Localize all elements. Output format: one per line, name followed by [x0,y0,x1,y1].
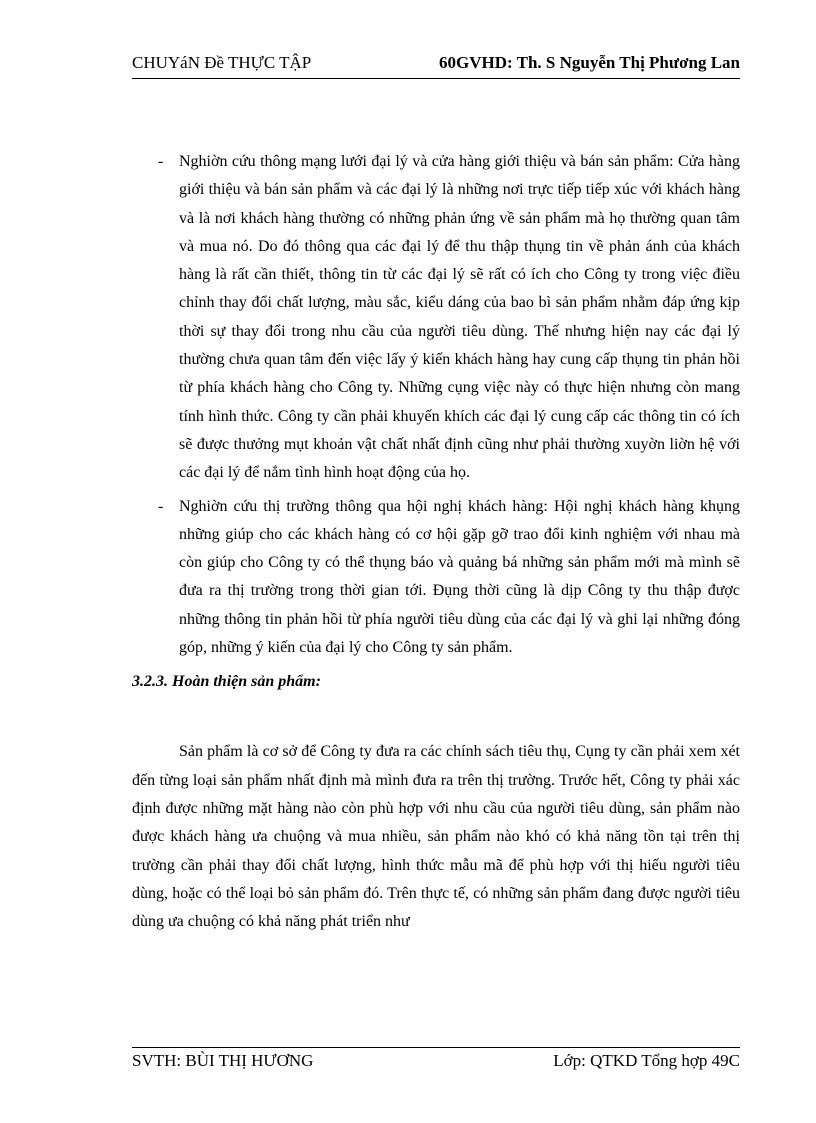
header-advisor: 60GVHD: Th. S Nguyễn Thị Phương Lan [439,53,740,72]
header-title: CHUYáN Đề THỰC TẬP [132,53,312,72]
footer-student: SVTH: BÙI THỊ HƯƠNG [132,1051,314,1070]
page-footer [132,1050,740,1076]
bullet-text: Nghiờn cứu thị trường thông qua hội nghị khách hàng: Hội nghị khách hàng khụng những giúp cho các khách hàng có cơ hội gặp gỡ trao đổi kinh nghiệm với nhau mà còn giúp cho Công ty có thể thụng báo và quảng bá những sản phẩm mới mà mình sẽ đưa ra thị trường trong thời gian tới. Đụng thời cũng là dịp Công ty thu thập được những thông tin phản hồi từ phía người tiêu dùng của các đại lý và ghi lại những đóng góp, những ý kiến của đại lý cho Công ty sản phẩm. [179,497,740,657]
page-body [132,148,740,936]
bullet-text: Nghiờn cứu thông mạng lưới đại lý và cửa hàng giới thiệu và bán sản phẩm: Cửa hàng giới thiệu và bán sản phẩm và các đại lý là những nơi trực tiếp tiếp xúc với khách hàng và là nơi khách hàng thường có những phản ứng về sản phẩm mà họ thường quan tâm và mua nó. Do đó thông qua các đại lý để thu thập thụng tin về phản ánh của khách hàng là rất cần thiết, thông tin từ các đại lý sẽ rất có ích cho Công ty trong việc điều chỉnh thay đổi chất lượng, màu sắc, kiểu dáng của bao bì sản phẩm nhằm đáp ứng kịp thời sự thay đổi trong nhu cầu của người tiêu dùng. Thế nhưng hiện nay các đại lý thường chưa quan tâm đến việc lấy ý kiến khách hàng hay cung cấp thụng tin phản hồi từ phía khách hàng cho Công ty. Những cụng việc này có thực hiện nhưng còn mang tính hình thức. Công ty cần phải khuyến khích các đại lý cung cấp các thông tin có ích sẽ được thưởng mụt khoản vật chất nhất định cũng như phải thường xuyờn liờn hệ với các đại lý để nắm tình hình hoạt động của họ. [179,153,740,482]
body-paragraph: Sản phẩm là cơ sở để Công ty đưa ra các chính sách tiêu thụ, Cụng ty cần phải xem xét đến từng loại sản phẩm nhất định mà mình đưa ra trên thị trường. Trước hết, Công ty phải xác định được những mặt hàng nào còn phù hợp với nhu cầu của người tiêu dùng, sản phẩm nào được khách hàng ưa chuộng và mua nhiều, sản phẩm nào khó có khả năng tồn tại trên thị trường cần phải thay đổi chất lượng, hình thức mẫu mã để phù hợp với thị hiếu người tiêu dùng, hoặc có thể loại bỏ sản phẩm đó. Trên thực tế, có những sản phẩm đang được người tiêu dùng ưa chuộng có khả năng phát triển như [132,743,740,931]
bullet-item [132,493,740,663]
footer-rule [132,1047,740,1048]
footer-class: Lớp: QTKD Tổng hợp 49C [553,1051,740,1070]
header-rule [132,78,740,79]
bullet-dash: - [158,153,164,170]
section-heading: 3.2.3. Hoàn thiện sản phẩm: [132,673,321,691]
bullet-item [132,148,740,488]
bullet-dash: - [158,497,164,515]
page-header [132,52,740,78]
